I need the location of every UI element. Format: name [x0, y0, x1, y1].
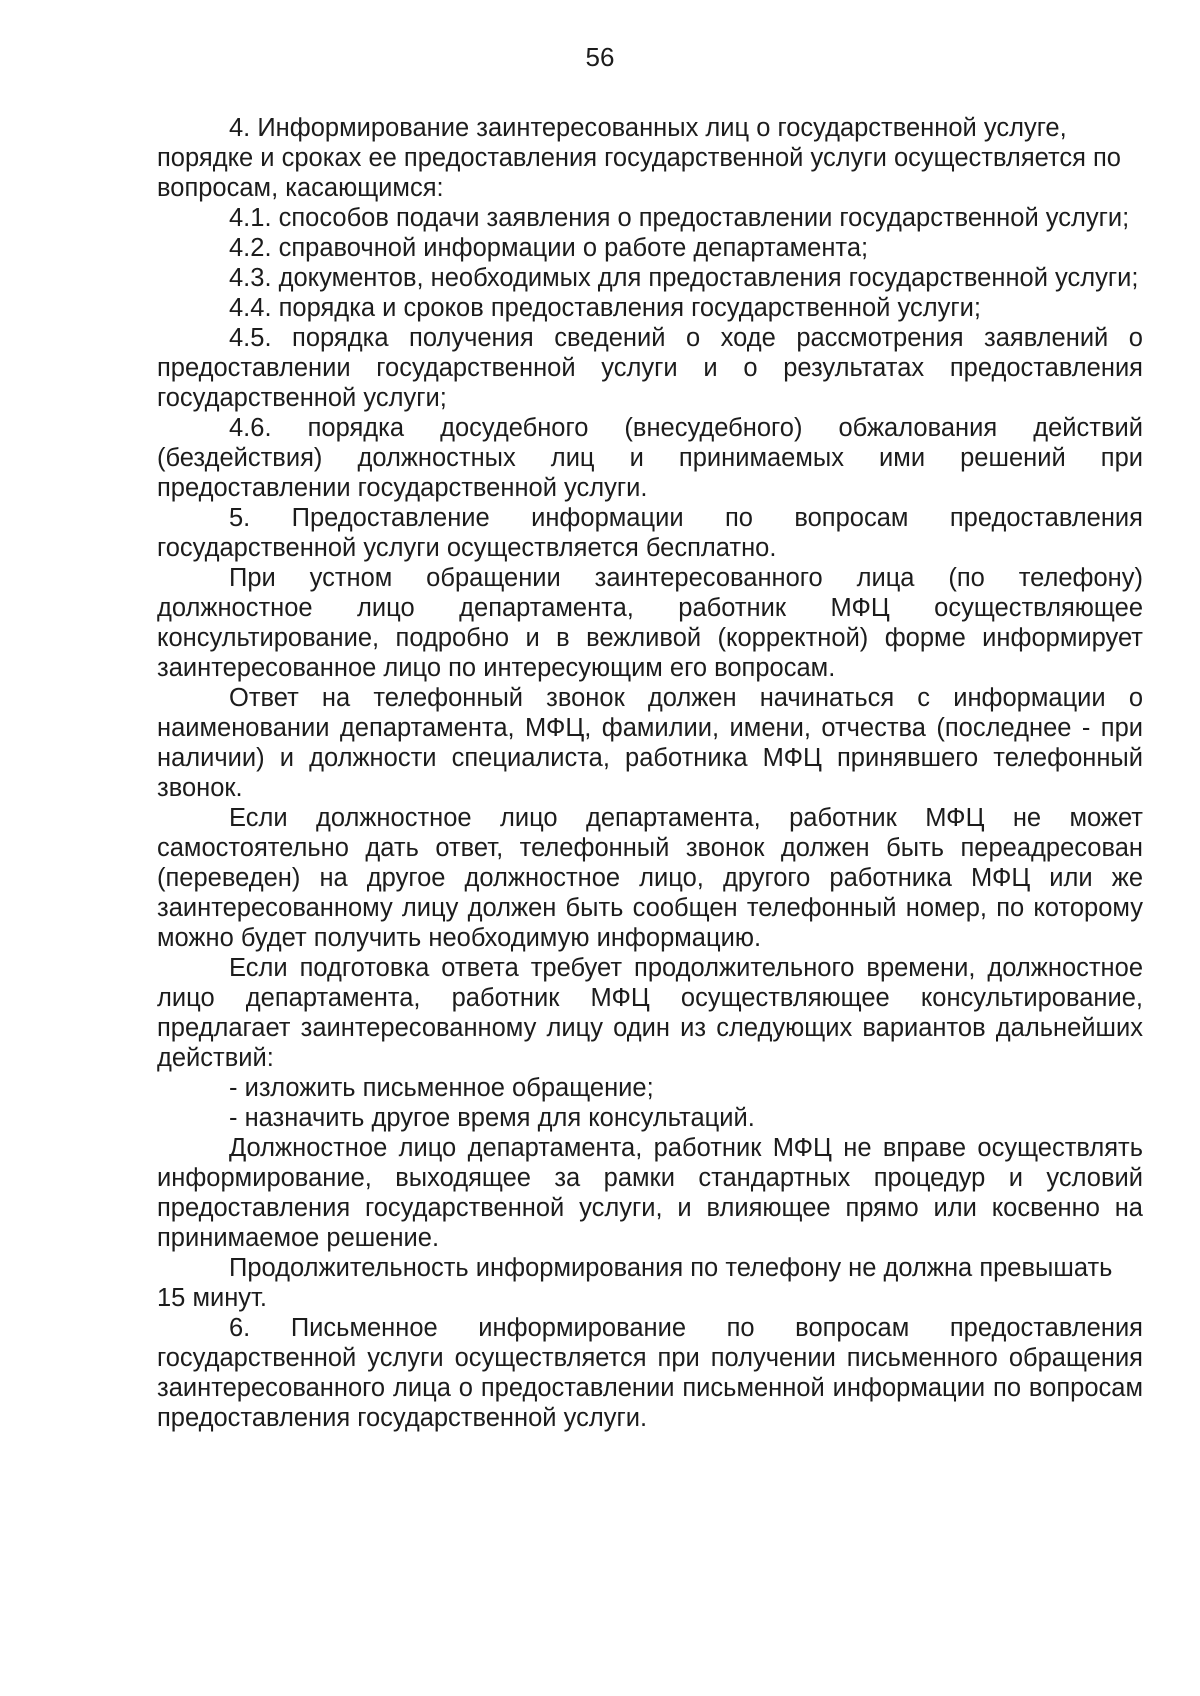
paragraph-4-2: 4.2. справочной информации о работе департамента; [229, 234, 869, 262]
paragraph-4-4: 4.4. порядка и сроков предоставления государственной услуги; [229, 294, 981, 322]
paragraph-4-5: 4.5. порядка получения сведений о ходе рассмотрения заявлений о предоставлении государственной услуги и о результатах предоставления государственной услуги; [157, 324, 1143, 412]
paragraph-phone-answer: Ответ на телефонный звонок должен начинаться с информации о наименовании департамента, МФЦ, фамилии, имени, отчества (последнее - при наличии) и должности специалиста, работника МФЦ принявшего телефонный звонок. [157, 684, 1143, 802]
paragraph-4-1: 4.1. способов подачи заявления о предоставлении государственной услуги; [229, 204, 1130, 232]
page-number: 56 [585, 42, 615, 72]
paragraph-restrictions: Должностное лицо департамента, работник МФЦ не вправе осуществлять информирование, выходящее за рамки стандартных процедур и условий предоставления государственной услуги, и влияющее прямо или косвенно на принимаемое решение. [157, 1134, 1143, 1252]
list-item-written-request: - изложить письменное обращение; [229, 1074, 654, 1102]
paragraph-4-3: 4.3. документов, необходимых для предоставления государственной услуги; [229, 264, 1139, 292]
list-item-other-time: - назначить другое время для консультаций. [229, 1104, 755, 1132]
paragraph-6: 6. Письменное информирование по вопросам предоставления государственной услуги осуществляется при получении письменного обращения заинтересованного лица о предоставлении письменной информации по вопросам предоставления государственной услуги. [157, 1314, 1143, 1432]
paragraph-oral-request: При устном обращении заинтересованного лица (по телефону) должностное лицо департамента, работник МФЦ осуществляющее консультирование, подробно и в вежливой (корректной) форме информирует заинтересованное лицо по интересующим его вопросам. [157, 564, 1143, 682]
paragraph-redirect-call: Если должностное лицо департамента, работник МФЦ не может самостоятельно дать ответ, телефонный звонок должен быть переадресован (переведен) на другое должностное лицо, другого работника МФЦ или же заинтересованному лицу должен быть сообщен телефонный номер, по которому можно будет получить необходимую информацию. [157, 804, 1143, 952]
paragraph-4-6: 4.6. порядка досудебного (внесудебного) обжалования действий (бездействия) должностных лиц и принимаемых ими решений при предоставлении государственной услуги. [157, 414, 1143, 502]
paragraph-long-preparation: Если подготовка ответа требует продолжительного времени, должностное лицо департамента, работник МФЦ осуществляющее консультирование, предлагает заинтересованному лицу один из следующих вариантов дальнейших действий: [157, 954, 1143, 1072]
paragraph-duration: Продолжительность информирования по телефону не должна превышать 15 минут. [157, 1254, 1113, 1312]
document-body [157, 113, 1143, 1433]
paragraph-5: 5. Предоставление информации по вопросам предоставления государственной услуги осуществляется бесплатно. [157, 504, 1143, 562]
paragraph-4: 4. Информирование заинтересованных лиц о государственной услуге, порядке и сроках ее предоставления государственной услуги осуществляется по вопросам, касающимся: [157, 114, 1121, 202]
